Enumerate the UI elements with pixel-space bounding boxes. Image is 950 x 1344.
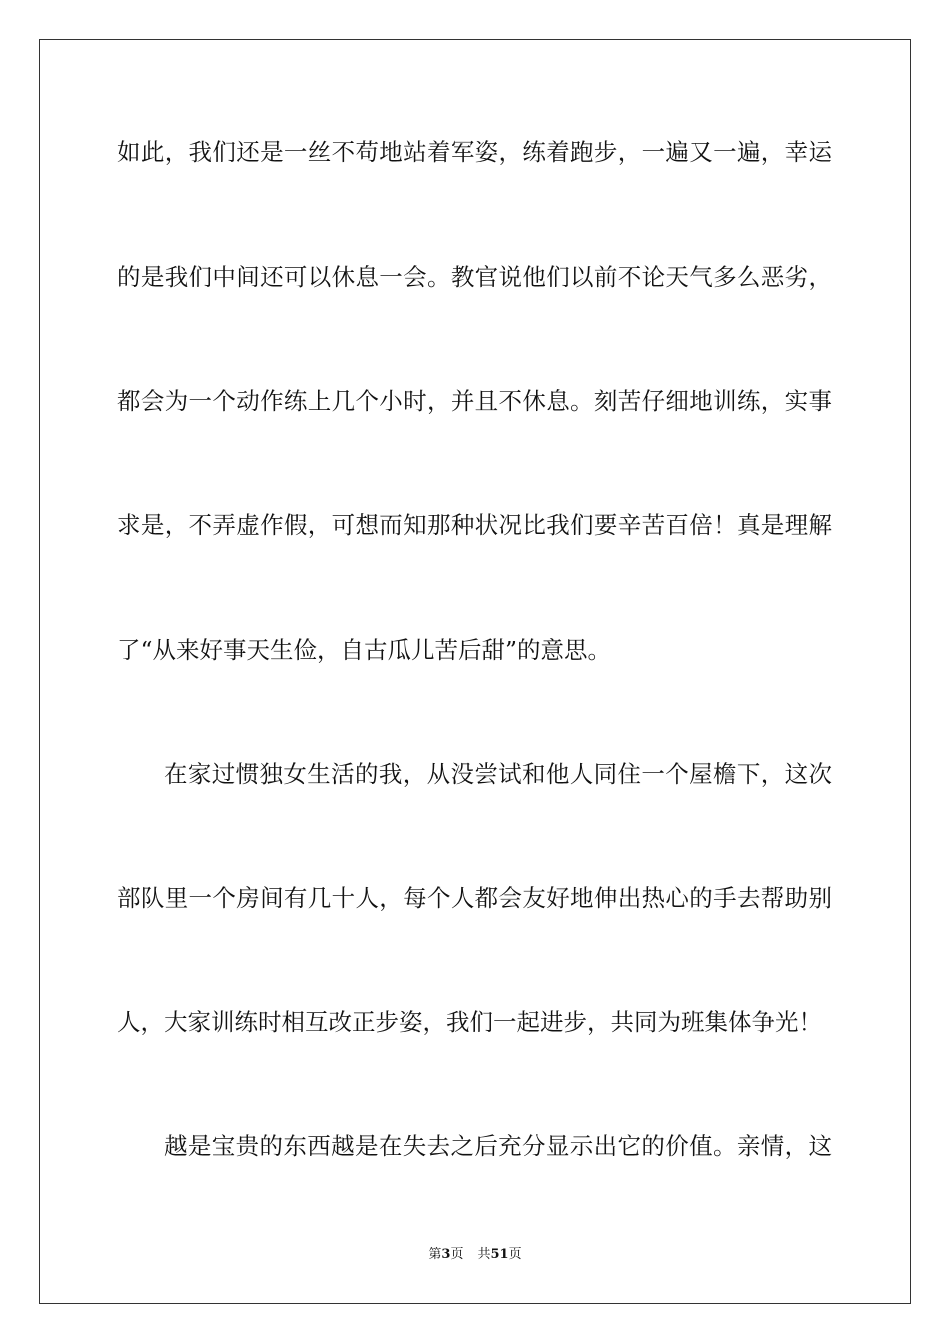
paragraph-start-line: 越是宝贵的东西越是在失去之后充分显示出它的价值。亲情，这 <box>164 1132 832 1160</box>
text-line: 了“从来好事天生俭，自古瓜儿苦后甜”的意思。 <box>117 636 612 664</box>
text-line: 都会为一个动作练上几个小时，并且不休息。刻苦仔细地训练，实事 <box>117 387 832 415</box>
total-prefix: 共 <box>477 1247 491 1262</box>
page-border <box>39 39 911 1304</box>
page-number: 3 <box>441 1247 451 1262</box>
page-footer <box>0 1246 950 1264</box>
text-line: 求是，不弄虚作假，可想而知那种状况比我们要辛苦百倍！真是理解 <box>117 511 832 539</box>
text-line: 人，大家训练时相互改正步姿，我们一起进步，共同为班集体争光！ <box>117 1008 822 1036</box>
text-line: 如此，我们还是一丝不苟地站着军姿，练着跑步，一遍又一遍，幸运 <box>117 138 832 166</box>
page-prefix: 第 <box>428 1247 442 1262</box>
text-line: 的是我们中间还可以休息一会。教官说他们以前不论天气多么恶劣， <box>117 263 832 291</box>
total-pages: 51 <box>490 1247 509 1262</box>
total-suffix: 页 <box>508 1247 522 1262</box>
text-line: 部队里一个房间有几十人，每个人都会友好地伸出热心的手去帮助别 <box>117 884 832 912</box>
page-suffix: 页 <box>450 1247 464 1262</box>
paragraph-start-line: 在家过惯独女生活的我，从没尝试和他人同住一个屋檐下，这次 <box>164 760 832 788</box>
